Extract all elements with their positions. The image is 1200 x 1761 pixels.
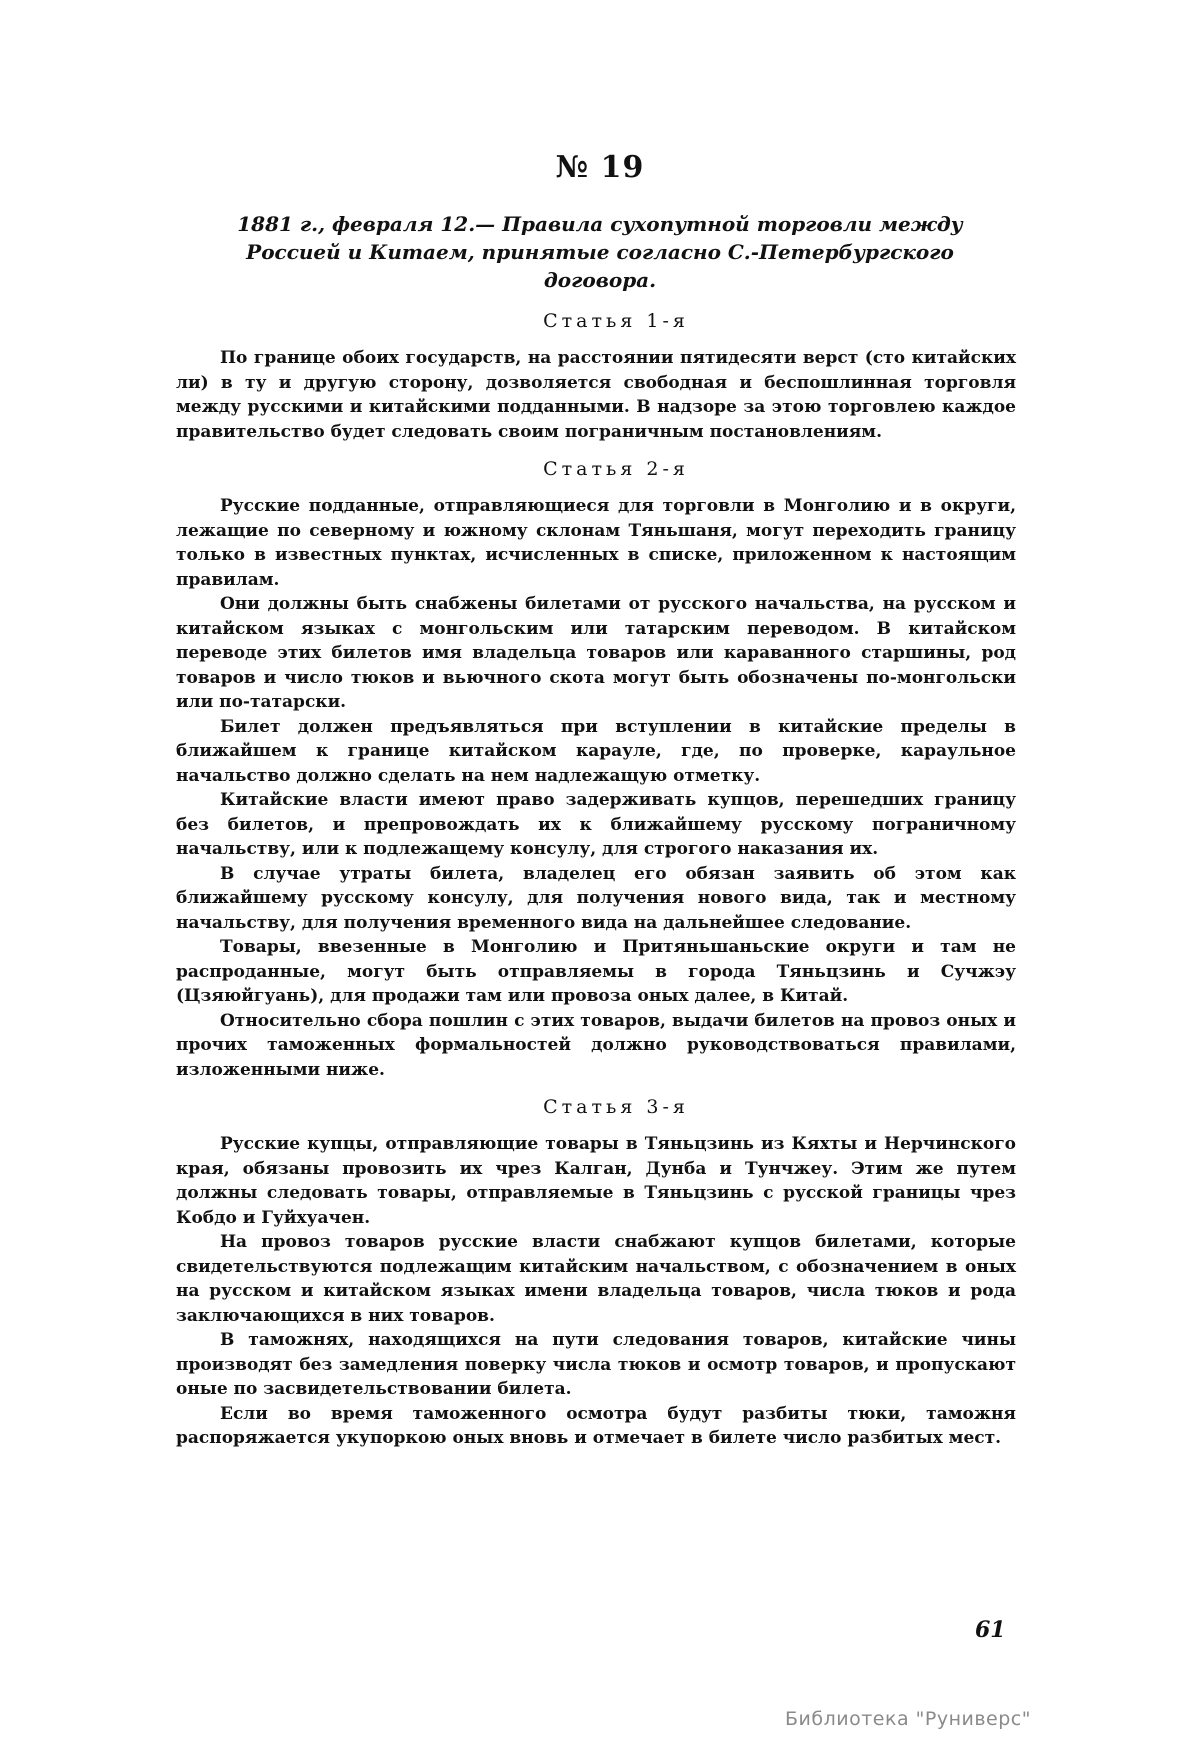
document-number: № 19 — [555, 150, 645, 185]
article-paragraph: Китайские власти имеют право задерживать купцов, перешедших границу без билетов, и препровождать их к ближайшему русскому пограничному начальству, или к подлежащему консулу, для строгого наказания их. — [176, 790, 1016, 859]
article-2 — [176, 458, 1016, 1082]
article-paragraph: Русские купцы, отправляющие товары в Тяньцзинь из Кяхты и Нерчинского края, обязаны провозить их чрез Калган, Дунба и Тунчжеу. Этим же путем должны следовать товары, отправляемые в Тяньцзинь с русской границы чрез Кобдо и Гуйхуачен. — [176, 1134, 1016, 1228]
article-paragraph: На провоз товаров русские власти снабжают купцов билетами, которые свидетельствуются подлежащим китайским начальством, с обозначением в оных на русском и китайском языках имени владельца товаров, числа тюков и рода заключающихся в них товаров. — [176, 1232, 1016, 1326]
library-watermark: Библиотека "Руниверс" — [785, 1708, 1031, 1730]
article-title: Статья 1-я — [543, 310, 689, 332]
article-3 — [176, 1096, 1016, 1451]
article-paragraph: Товары, ввезенные в Монголию и Притяньшаньские округи и там не распроданные, могут быть отправляемы в города Тяньцзинь и Сучжэу (Цзяюйгуань), для продажи там или провоза оных далее, в Китай. — [176, 937, 1016, 1006]
article-1 — [176, 310, 1016, 444]
page-number: 61 — [975, 1617, 1006, 1643]
document-heading — [220, 210, 980, 294]
article-paragraph: В случае утраты билета, владелец его обязан заявить об этом как ближайшему русскому консулу, для получения нового вида, так и местному начальству, для получения временного вида на дальнейшее следование. — [176, 863, 1016, 933]
article-paragraph: В таможнях, находящихся на пути следования товаров, китайские чины производят без замедления поверку числа тюков и осмотр товаров, и пропускают оные по засвидетельствовании билета. — [176, 1330, 1016, 1399]
article-paragraph: Относительно сбора пошлин с этих товаров, выдачи билетов на провоз оных и прочих таможенных формальностей должно руководствоваться правилами, изложенными ниже. — [176, 1010, 1016, 1080]
article-paragraph: Билет должен предъявляться при вступлении в китайские пределы в ближайшем к границе китайском карауле, где, по проверке, караульное начальство должно сделать на нем надлежащую отметку. — [176, 716, 1016, 786]
article-paragraph: По границе обоих государств, на расстоянии пятидесяти верст (сто китайских ли) в ту и другую сторону, дозволяется свободная и беспошлинная торговля между русскими и китайскими подданными. В надзоре за этою торговлею каждое правительство будет следовать своим пограничным постановлениям. — [176, 348, 1016, 442]
article-paragraph: Если во время таможенного осмотра будут разбиты тюки, таможня распоряжается укупоркою оных вновь и отмечает в билете число разбитых мест. — [176, 1403, 1016, 1448]
article-title: Статья 2-я — [543, 458, 689, 480]
heading-line-1: 1881 г., февраля 12.— Правила сухопутной торговли между — [237, 212, 963, 236]
article-title: Статья 3-я — [543, 1096, 689, 1118]
document-body — [176, 300, 1016, 1465]
article-paragraph: Русские подданные, отправляющиеся для торговли в Монголию и в округи, лежащие по северному и южному склонам Тяньшаня, могут переходить границу только в известных пунктах, исчисленных в списке, приложенном к настоящим правилам. — [176, 496, 1016, 590]
article-paragraph: Они должны быть снабжены билетами от русского начальства, на русском и китайском языках с монгольским или татарским переводом. В китайском переводе этих билетов имя владельца товаров или караванного старшины, род товаров и число тюков и вьючного скота могут быть обозначены по-монгольски или по-татарски. — [176, 594, 1016, 712]
heading-line-2: Россией и Китаем, принятые согласно С.-Петербургского договора. — [246, 240, 954, 292]
